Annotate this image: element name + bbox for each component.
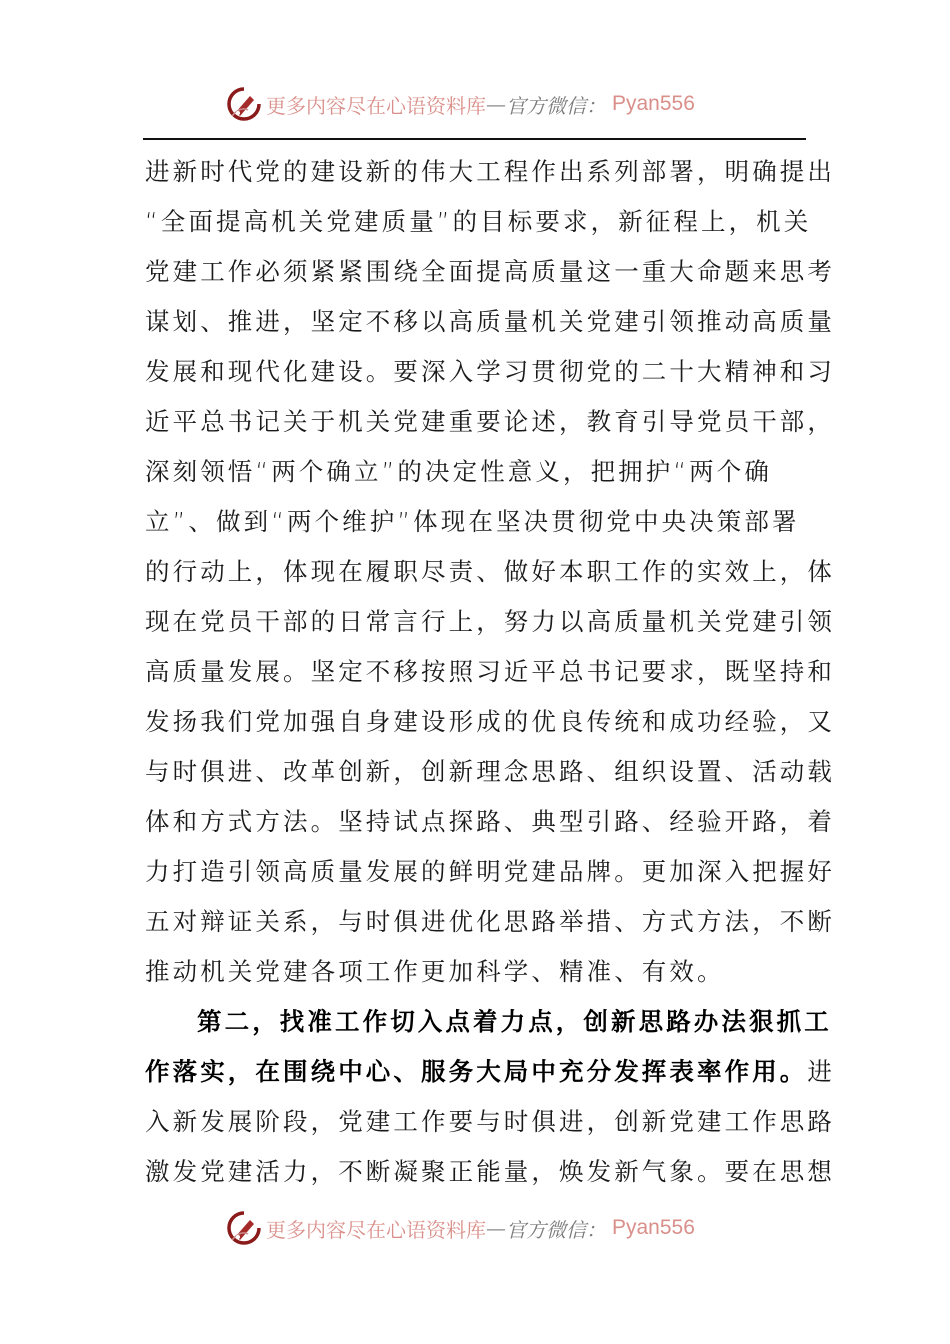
section-heading-bold: 作落实，在围绕中心、服务大局中充分发挥表率作用。 [145,1057,808,1086]
body-line: 的行动上，体现在履职尽责、做好本职工作的实效上，体 [145,557,835,586]
watermark-separator: — [486,1216,506,1240]
pen-nib-logo-icon [226,86,262,122]
header-watermark [226,84,695,124]
footer-watermark [226,1208,695,1248]
body-line: 体和方式方法。坚持试点探路、典型引路、经验开路，着 [145,807,835,836]
body-line: 进新时代党的建设新的伟大工程作出系列部署，明确提出 [145,157,835,186]
body-line: “全面提高机关党建质量”的目标要求，新征程上，机关 [145,207,812,236]
body-line: 高质量发展。坚定不移按照习近平总书记要求，既坚持和 [145,657,835,686]
body-line: 力打造引领高质量发展的鲜明党建品牌。更加深入把握好 [145,857,835,886]
body-line: 与时俱进、改革创新，创新理念思路、组织设置、活动载 [145,757,835,786]
section-heading-continued [145,1047,836,1097]
body-line: 党建工作必须紧紧围绕全面提高质量这一重大命题来思考 [145,257,835,286]
header-rule [143,138,806,140]
body-line: 深刻领悟“两个确立”的决定性意义，把拥护“两个确 [145,457,772,486]
watermark-label: 官方微信： [506,1217,606,1242]
body-line: 谋划、推进，坚定不移以高质量机关党建引领推动高质量 [145,307,835,336]
body-line: 入新发展阶段，党建工作要与时俱进，创新党建工作思路 [145,1107,835,1136]
body-line: 现在党员干部的日常言行上，努力以高质量机关党建引领 [145,607,835,636]
body-line: 发展和现代化建设。要深入学习贯彻党的二十大精神和习 [145,357,835,386]
watermark-text: 更多内容尽在心语资料库 [266,93,486,118]
watermark-text: 更多内容尽在心语资料库 [266,1217,486,1242]
document-body [145,147,836,1197]
body-line: 五对辩证关系，与时俱进优化思路举措、方式方法，不断 [145,907,835,936]
watermark-label: 官方微信： [506,93,606,118]
body-line: 立”、做到“两个维护”体现在坚决贯彻党中央决策部署 [145,507,800,536]
pen-nib-logo-icon [226,1210,262,1246]
body-line: 推动机关党建各项工作更加科学、精准、有效。 [145,957,725,986]
body-line: 激发党建活力，不断凝聚正能量，焕发新气象。要在思想 [145,1157,835,1186]
section-heading: 第二，找准工作切入点着力点，创新思路办法狠抓工 [197,1007,832,1036]
body-line: 近平总书记关于机关党建重要论述，教育引导党员干部， [145,407,835,436]
watermark-separator: — [486,92,506,116]
watermark-wechat-id: Pyan556 [612,92,695,115]
watermark-wechat-id: Pyan556 [612,1216,695,1239]
body-text-start: 进 [807,1057,836,1086]
body-line: 发扬我们党加强自身建设形成的优良传统和成功经验，又 [145,707,835,736]
